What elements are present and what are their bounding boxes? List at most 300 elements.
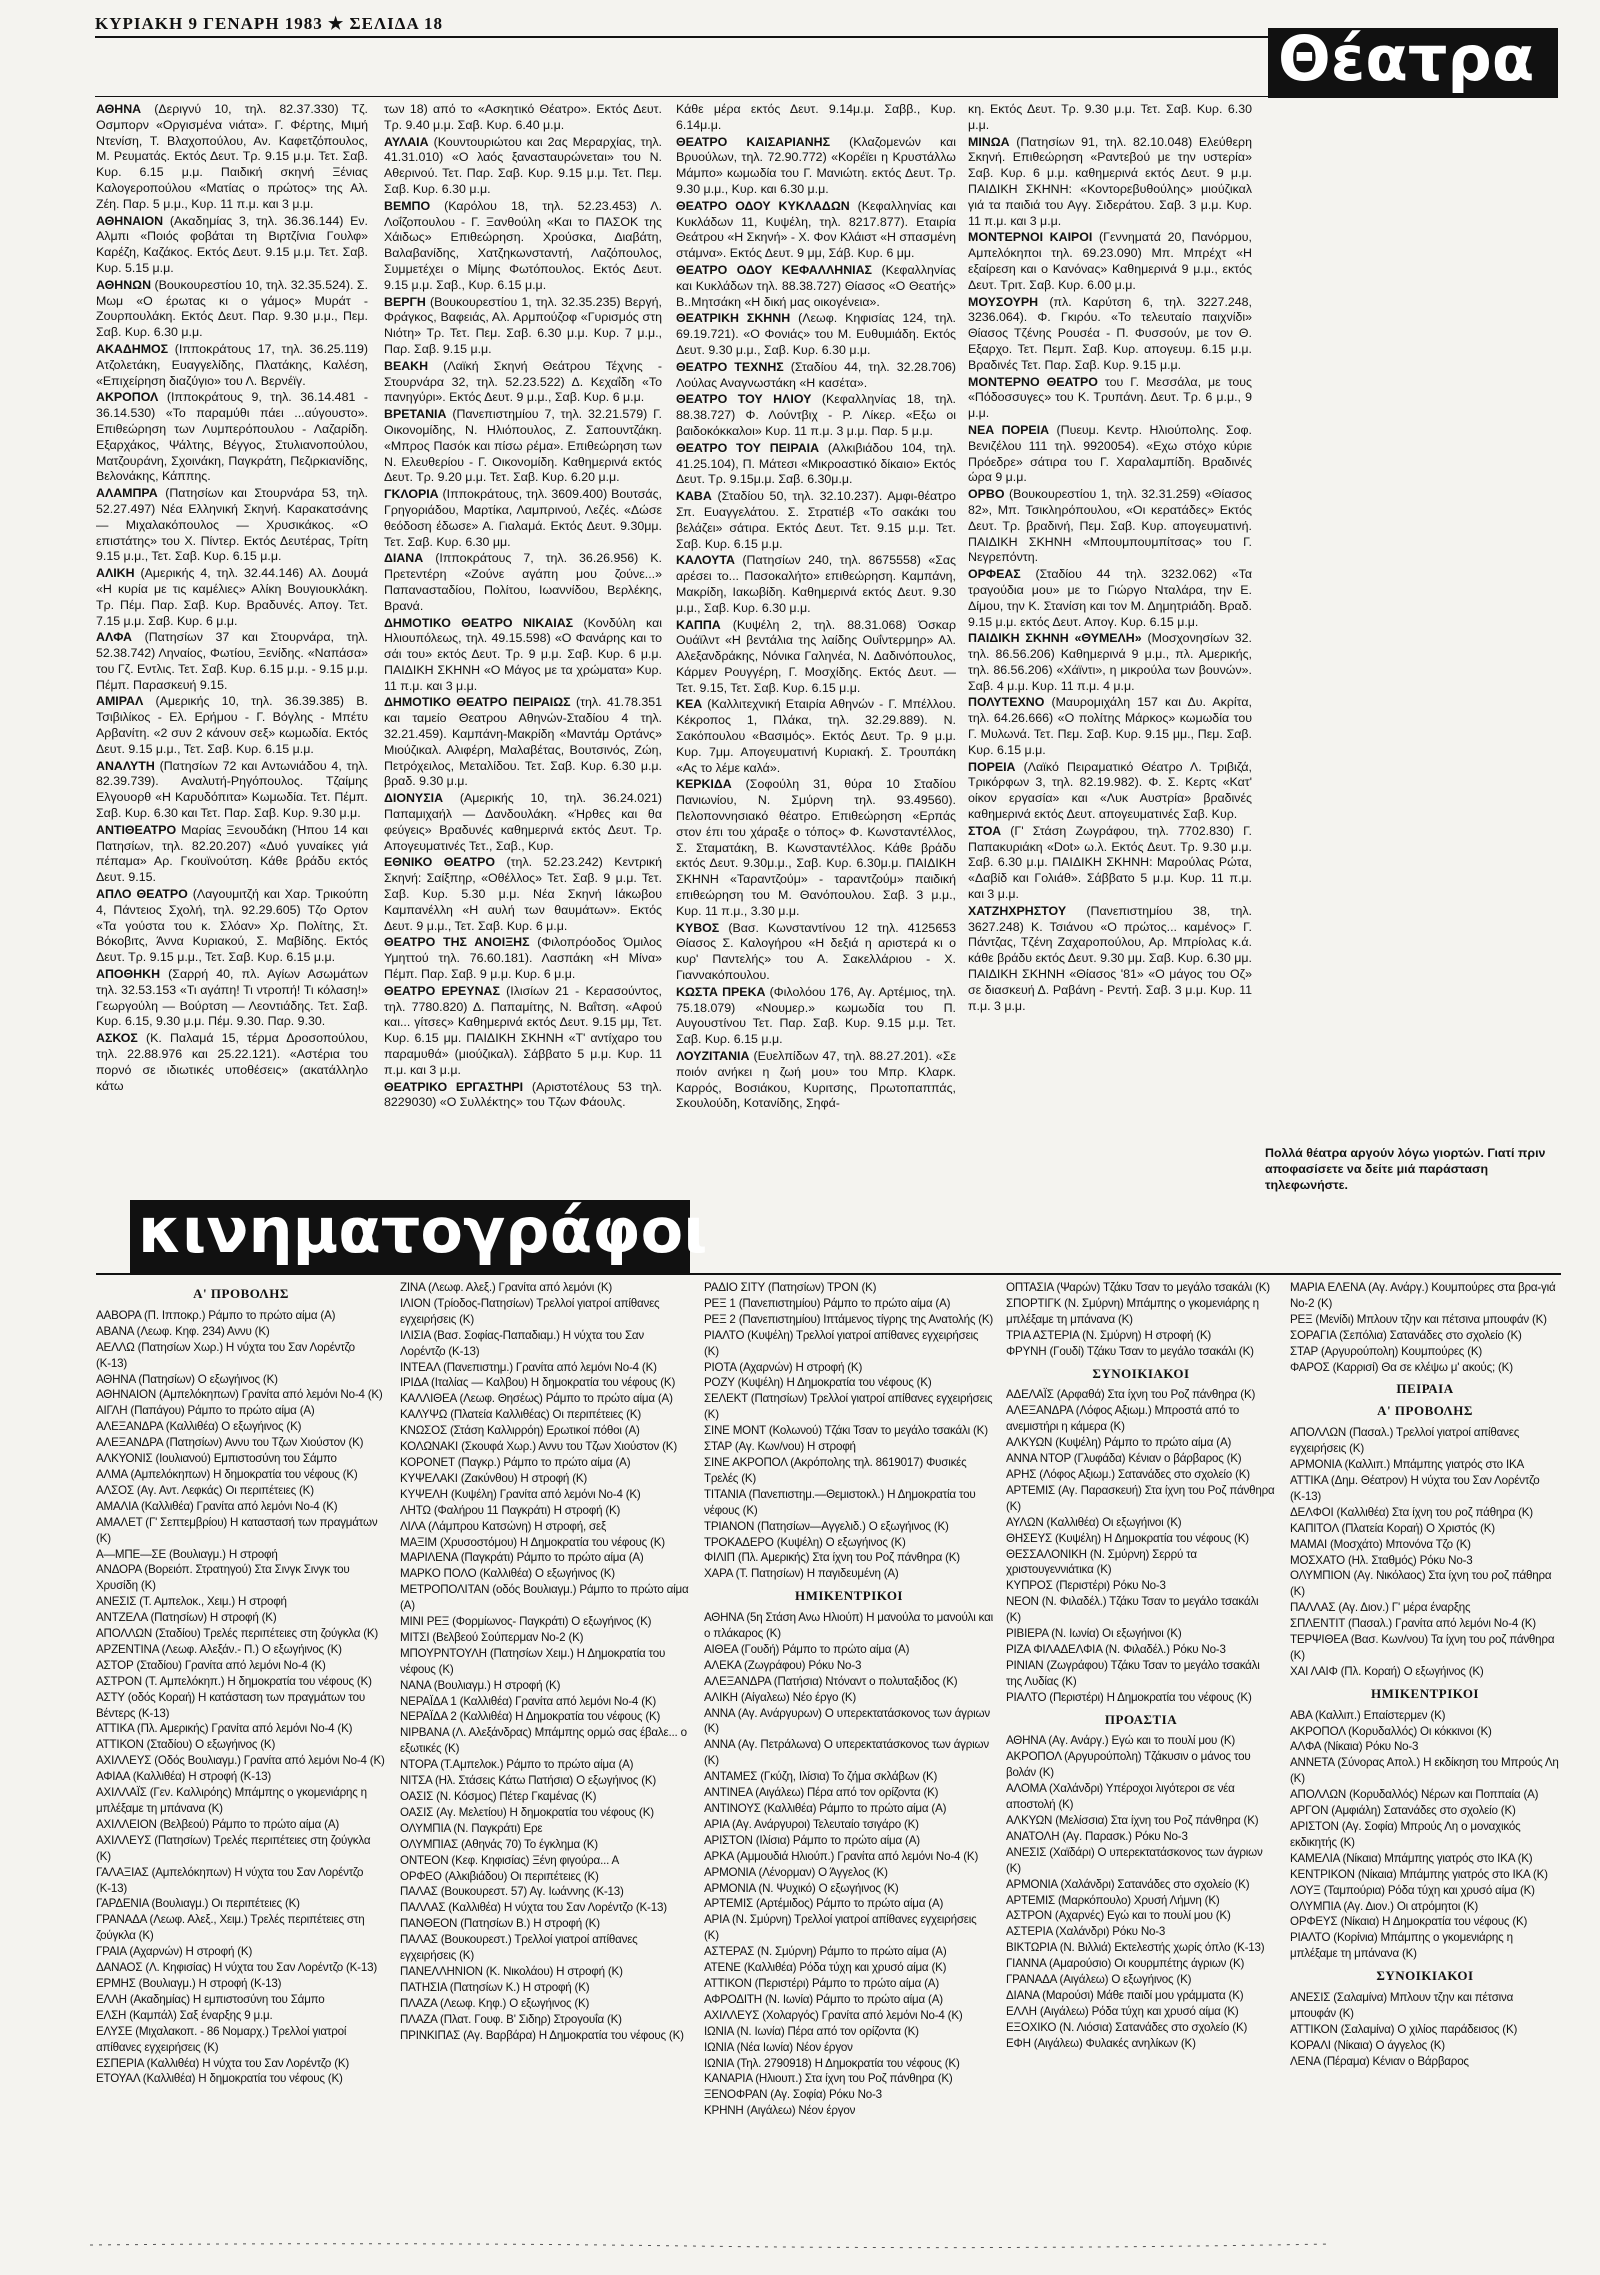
- theatre-listing: [384, 199, 662, 294]
- cinema-listing: ΑΤΤΙΚΟΝ (Σαλαμίνα) Ο χιλίος παράδεισος (Κ): [1290, 2022, 1518, 2036]
- theatre-name: ΘΕΑΤΡΟ ΟΔΟΥ ΚΕΦΑΛΛΗΝΙΑΣ: [676, 262, 872, 277]
- theatre-name: ΘΕΑΤΡΙΚΗ ΣΚΗΝΗ: [676, 311, 791, 326]
- cinema-listing: ΘΕΣΣΑΛΟΝΙΚΗ (Ν. Σμύρνη) Σερρύ τα χριστουγεννιάτικα (Κ): [1006, 1547, 1197, 1577]
- theatre-listing: [384, 616, 662, 695]
- theatre-name: ΑΜΙΡΑΛ: [96, 694, 144, 709]
- theatre-listing: [96, 823, 368, 886]
- cinema-listing: ΑΛΟΜΑ (Χαλάνδρι) Υπέροχοι λιγότεροι σε νέα αποστολή (Κ): [1006, 1782, 1235, 1812]
- cinema-listing: ΝΙΡΒΑΝΑ (Λ. Αλεξάνδρας) Μπάμπης ορμώ σας έβαλε... ο εξωτικές (Κ): [400, 1726, 687, 1756]
- theatre-name: ΚΕΡΚΙΔΑ: [676, 777, 732, 792]
- theatre-details: (Σταδίου 44 τηλ. 3232.062) «Τα τραγούδια μου» με το Γιώργο Νταλάρα, την Ε. Δίμου, την Κ. Στανίση και τον Μ. Δημητριάδη. Βραδ. 9.15 μ.μ. εκτός Δευτ. Απογ. Κυρ. 6.15 μ.μ.: [968, 567, 1252, 629]
- cinema-listing: ΑΝΝΕΤΑ (Σύνορας Απολ.) Η εκδίκηση του Μπρούς Λη (Κ): [1290, 1756, 1559, 1786]
- cinema-listing: ΟΡΦΕΥΣ (Νίκαια) Η Δημοκρατία του νέφους (Κ): [1290, 1915, 1528, 1929]
- cinema-listing: ΑΠΟΛΛΩΝ (Πασαλ.) Τρελλοί γιατροί απίθανες εγχειρήσεις (Κ): [1290, 1426, 1520, 1456]
- cinema-listing: ΟΠΤΑΣΙΑ (Ψαρών) Τζάκυ Τσαν το μεγάλο τσακάλι (Κ): [1006, 1281, 1270, 1294]
- theatre-details: (Βουκουρεστίου 1, τηλ. 32.31.259) «Θίασος 82», Μπ. Τσικληρόπουλου, «Οι κερατάδες» Εκτός Δευτ. Τρ. βραδινή, Πεμ. Σαβ. Κυρ. απογευματινή. ΠΑΙΔΙΚΗ ΣΚΗΝΗ «Μπουμπουμπίτσας» του Γ. Νεγρεπόντη.: [968, 487, 1252, 565]
- cinema-listing: ΑΡΚΑ (Αμμουδιά Ηλιούπ.) Γρανίτα από λεμόνι Νο-4 (Κ): [704, 1849, 979, 1863]
- cinema-listing: ΜΙΝΙ ΡΕΞ (Φορμίωνος- Παγκράτι) Ο εξωγήινος (Κ): [400, 1615, 652, 1629]
- theatre-listing: [96, 1031, 368, 1094]
- theatre-details: (Λαϊκή Σκηνή Θεάτρου Τέχνης - Στουρνάρα 32, τηλ. 52.23.522) Δ. Κεχαΐδη «Το πανηγύρι». Εκτός Δευτ. 9 μ.μ., Σαβ. Κυρ. 6 μ.μ.: [384, 358, 662, 405]
- cinema-listing: ΣΤΑΡ (Αγ. Κων/νου) Η στροφή: [704, 1440, 856, 1454]
- cinema-listing: ΠΡΙΝΚΙΠΑΣ (Αγ. Βαρβάρα) Η Δημοκρατία του νέφους (Κ): [400, 2028, 684, 2042]
- theatre-name: ΣΤΟΑ: [968, 823, 1002, 838]
- cinema-listing: ΚΟΡΟΝΕΤ (Παγκρ.) Ράμπο το πρώτο αίμα (Α): [400, 1455, 631, 1469]
- cinema-listing: ΤΡΙΑ ΑΣΤΕΡΙΑ (Ν. Σμύρνη) Η στροφή (Κ): [1006, 1328, 1212, 1342]
- theatre-listing: [676, 441, 956, 488]
- theatre-details: (Δεριγνύ 10, τηλ. 82.37.330) Τζ. Οσμπορν «Οργισμένα νιάτα». Γ. Φέρτης, Μιμή Ντενίση, Τ. Βλαχοπούλου, Αν. Καφετζόπουλος, Μ. Ρευματάς. Εκτός Δευτ. Τρ. 9.15 μ.μ. Τετ. Σαβ. Κυρ. 6.15 μ.μ. Παιδική σκηνή Ξένιας Καλογεροπούλου «Ματίας ο πρώτος» της Αλ. Ζέη. Παρ. 5 μ.μ., Κυρ. 11 π.μ. και 3 μ.μ.: [96, 102, 368, 211]
- theatre-details: (Βασ. Κωνσταντίνου 12 τηλ. 4125653 Θίασος Σ. Καλογήρου «Η δεξιά η αριστερά κι ο κυρ' Παντελής» του Α. Σακελλάριου - Χ. Γιαννακόπουλου.: [676, 920, 956, 983]
- cinema-listing: ΝΑΝΑ (Βουλιαγμ.) Η στροφή (Κ): [400, 1678, 561, 1692]
- cinema-listing: ΣΠΛΕΝΤΙΤ (Πασαλ.) Γρανίτα από λεμόνι Νο-4 (Κ): [1290, 1617, 1536, 1631]
- cinema-listing: ΑΣΤΕΡΑΣ (Ν. Σμύρνη) Ράμπο το πρώτο αίμα (Α): [704, 1945, 947, 1959]
- theatre-name: ΔΗΜΟΤΙΚΟ ΘΕΑΤΡΟ ΝΙΚΑΙΑΣ: [384, 615, 574, 630]
- cinema-listing: ΧΑΡΑ (Τ. Πατησίων) Η παγιδευμένη (Α): [704, 1567, 899, 1581]
- theatre-details: (πλ. Καρύτση 6, τηλ. 3227.248, 3236.064). Φ. Γκιρόυ. «Το τελευταίο παιχνίδι» Θίασος Τζένης Ρουσέα - Π. Φυσσούν, με τον Θ. Εξαρχο. Τετ. Πεμπ. Σαβ. Κυρ. απογευμ. 6.15 μ.μ. Βραδινές Τετ. Παρ. Σαβ. Κυρ. 9.15 μ.μ.: [968, 294, 1252, 372]
- theatre-name: ΕΘΝΙΚΟ ΘΕΑΤΡΟ: [384, 855, 496, 870]
- theatre-details: (Μοσχονησίων 32. τηλ. 86.56.206) Καθημερινά 9 μ.μ., πλ. Αμερικής, τηλ. 86.56.206) «Χάϊντι», η μικρούλα των βουνών». Σαβ. 4 μ.μ. Κυρ. 11 π.μ. 4 μ.μ.: [968, 631, 1252, 693]
- theatre-details: κη. Εκτός Δευτ. Τρ. 9.30 μ.μ. Τετ. Σαβ. Κυρ. 6.30 μ.μ.: [968, 102, 1252, 132]
- theatre-details: (Γ' Στάση Ζωγράφου, τηλ. 7702.830) Γ. Παπακυριάκη «Dot» ω.λ. Εκτός Δευτ. Τρ. 9.30 μ.μ. Σαβ. 6.30 μ.μ. ΠΑΙΔΙΚΗ ΣΚΗΝΗ: Μαρούλας Ρώτα, «Δαβίδ και Γολιάθ». Σάββατο 5 μ.μ. Κυρ. 11 π.μ. και 3 μ.μ.: [968, 823, 1252, 902]
- theatre-listing: [384, 359, 662, 406]
- cinema-subheading: ΣΥΝΟΙΚΙΑΚΟΙ: [1092, 1365, 1190, 1381]
- cinema-listing: ΑΛΕΚΑ (Ζωγράφου) Ρόκυ Νο-3: [704, 1658, 862, 1672]
- theatre-name: ΘΕΑΤΡΟ ΕΡΕΥΝΑΣ: [384, 983, 500, 998]
- cinema-listing: ΣΤΑΡ (Αργυρούπολη) Κουμπούρες (Κ): [1290, 1344, 1483, 1358]
- theatre-listing: [968, 904, 1252, 1015]
- theatre-column-3: [676, 102, 956, 1187]
- theatre-section-banner: Θέατρα: [1268, 28, 1558, 98]
- theatre-details: (Σταδίου 50, τηλ. 32.10.237). Αμφι-θέατρο Σπ. Ευαγγελάτου. Σ. Στρατιέβ «Το σακάκι του βελάζει» σάτιρα. Εκτός Δευτ. Τετ. 9.15 μ.μ. Τετ. Σαβ. Κυρ. 6.15 μ.μ.: [676, 489, 956, 551]
- theatre-name: ΑΣΚΟΣ: [96, 1031, 138, 1046]
- cinema-listing: ΑΛΣΟΣ (Αγ. Αντ. Λεφκάς) Οι περιπέτειες (Κ): [96, 1483, 314, 1497]
- cinema-listing: ΑΠΟΛΛΩΝ (Κορυδαλλός) Νέρων και Ποππαία (Α): [1290, 1788, 1539, 1802]
- theatre-details: (Σοφούλη 31, θύρα 10 Σταδίου Πανιωνίου, Ν. Σμύρνη τηλ. 93.49560). Πελοποννησιακό θέατρο. Επιθεώρηση «Ερπάς στον έπι του χάραξε ο τόπος» Φ. Κωνσταντέλλος, Σ. Σταματάκη, Β. Κωνσταντέλλος. Κάθε βράδυ εκτός Δευτ. 9.30μ.μ., Σαβ. Κυρ. 6.30μ.μ. ΠΑΙΔΙΚΗ ΣΚΗΝΗ «Ταραντζούμ» - ταραντζούμ» παιδική επιθεώρηση του Μ. Θανόπουλου. Σαβ. 3 μ.μ., Κυρ. 11 π.μ., 3.30 μ.μ.: [676, 777, 956, 918]
- theatre-name: ΑΠΟΘΗΚΗ: [96, 967, 161, 982]
- theatre-name: ΓΚΛΟΡΙΑ: [384, 487, 439, 502]
- theatre-details: (Κεφαλληνίας 18, τηλ. 88.38.727) Φ. Λούντβιχ - Ρ. Λίκερ. «Εξω οι βαιδοκόκκαλοι» Κυρ. 11 π.μ. 3 μ.μ. Παρ. 5 μ.μ.: [676, 392, 956, 438]
- cinema-listing: ΑΧΙΛΛΕΥΣ (Χολαργός) Γρανίτα από λεμόνι Νο-4 (Κ): [704, 2008, 963, 2022]
- cinema-listing: ΠΑΝΕΛΛΗΝΙΟΝ (Κ. Νικολάου) Η στροφή (Κ): [400, 1964, 623, 1978]
- theatre-name: ΑΚΡΟΠΟΛ: [96, 390, 159, 405]
- theatre-name: ΘΕΑΤΡΟ ΤΕΧΝΗΣ: [676, 359, 784, 374]
- theatre-name: ΑΛΙΚΗ: [96, 566, 135, 581]
- cinema-listing: ΑΡΙΣΤΟΝ (Αγ. Σοφία) Μπρούς Λη ο μοναχικός εκδικητής (Κ): [1290, 1820, 1521, 1849]
- cinema-listing: ΜΠΟΥΡΝΤΟΥΛΗ (Πατησίων Χειμ.) Η Δημοκρατία του νέφους (Κ): [400, 1646, 666, 1676]
- theatre-column-4: [968, 102, 1252, 1142]
- theatre-listing: [676, 697, 956, 776]
- theatre-name: ΟΡΦΕΑΣ: [968, 567, 1021, 582]
- cinema-listing: ΛΕΝΑ (Πέραμα) Κένιαν ο Βάρβαρος: [1290, 2054, 1469, 2068]
- divider: [95, 96, 1270, 97]
- theatre-details: (Πατησίων 240, τηλ. 8675558) «Σας αρέσει το... Πασοκαλήτο» επιθεώρηση. Καμπάνη, Μακρίδη, Ιακωβίδη. Καθημερινά εκτός Δευτ. 9.30 μ.μ., Σαβ. Κυρ. 6.30 μ.μ.: [676, 553, 956, 615]
- cinema-listing: ΑΧΙΛΛΕΥΣ (Πατησίων) Τρελές περιπέτειες στη ζούγκλα (Κ): [96, 1833, 371, 1863]
- theatre-details: (Πατησίων 91, τηλ. 82.10.048) Ελεύθερη Σκηνή. Επιθεώρηση «Ραντεβού με την υστερία» Σαβ. Κυρ. 6 μ.μ. καθημερινά εκτός Δευτ. 9 μ.μ. ΠΑΙΔΙΚΗ ΣΚΗΝΗ: «Κοντορεβυθούλης» μιούζικαλ γιά τα παιδιά του Αγγ. Σιδεράτου. Σαβ. 3 μ.μ. Κυρ. 11 π.μ. και 3 μ.μ.: [968, 134, 1252, 228]
- cinema-listing: ΓΡΑΙΑ (Αχαρνών) Η στροφή (Κ): [96, 1945, 253, 1959]
- cinema-listing: ΕΣΠΕΡΙΑ (Καλλιθέα) Η νύχτα του Σαν Λορέντζο (Κ): [96, 2056, 350, 2070]
- theatre-details: (Ιπποκράτους 17, τηλ. 36.25.119) Ατζολετάκη, Ευαγγελίδης, Πλατάκης, Καλέση, «Επιχείρηση διαζύγιο» του Λ. Βερνέϊγ.: [96, 341, 368, 388]
- cinema-listing: ΣΙΝΕ ΜΟΝΤ (Κολωνού) Τζάκι Τσαν το μεγάλο τσακάλι (Κ): [704, 1424, 988, 1438]
- cinema-listing: ΑΛΜΑ (Αμπελόκηπων) Η δημοκρατία του νέφους (Κ): [96, 1467, 358, 1481]
- cinema-listing: ΛΗΤΩ (Φαλήρου 11 Παγκράτι) Η στροφή (Κ): [400, 1503, 621, 1517]
- cinema-listing: ΙΛΙΣΙΑ (Βασ. Σοφίας-Παπαδιαμ.) Η νύχτα του Σαν Λορέντζο (Κ-13): [400, 1328, 645, 1358]
- cinema-listing: ΙΛΙΟΝ (Τρίοδος-Πατησίων) Τρελλοί γιατροί απίθανες εγχειρήσεις (Κ): [400, 1296, 660, 1326]
- cinema-listing: ΑΡΗΣ (Λόφος Αξιωμ.) Σατανάδες στο σχολείο (Κ): [1006, 1467, 1250, 1481]
- cinema-listing: ΑΠΟΛΛΩΝ (Σταδίου) Τρελές περιπέτειες στη ζούγκλα (Κ): [96, 1627, 379, 1641]
- theatre-details: (Πυευμ. Κεντρ. Ηλιούπολης. Σοφ. Βενιζέλου 111 τηλ. 9920054). «Εχω στόχο κύριε Πρόεδρε» σάτιρα του Γ. Χαραλαμπίδη. Βραδινές ώρα 9 μ.μ.: [968, 422, 1252, 485]
- cinema-listing: ΒΙΚΤΩΡΙΑ (Ν. Βιλλιά) Εκτελεστής χωρίς όπλο (Κ-13): [1006, 1941, 1265, 1955]
- cinema-listing: ΓΑΡΔΕΝΙΑ (Βουλιαγμ.) Οι περιπέτειες (Κ): [96, 1897, 300, 1911]
- theatre-name: ΠΟΛΥΤΕΧΝΟ: [968, 695, 1045, 710]
- cinema-listing: ΑΝΕΣΙΣ (Τ. Αμπελοκ., Χειμ.) Η στροφή: [96, 1595, 287, 1609]
- cinema-listing: ΤΕΡΨΙΘΕΑ (Βασ. Κων/νου) Τα ίχνη του ροζ πάνθηρα (Κ): [1290, 1633, 1555, 1662]
- cinema-listing: ΡΑΔΙΟ ΣΙΤΥ (Πατησίων) ΤΡΟΝ (Κ): [704, 1281, 877, 1294]
- cinema-listing: ΤΡΟΚΑΔΕΡΟ (Κυψέλη) Ο εξωγήινος (Κ): [704, 1535, 906, 1549]
- cinema-listing: ΑΤΕΝΕ (Καλλιθέα) Ρόδα τύχη και χρυσό αίμα (Κ): [704, 1961, 947, 1975]
- theatre-details: (Ευελπίδων 47, τηλ. 88.27.201). «Σε ποιόν ανήκει η ζωή μου» του Μπρ. Κλαρκ. Καρρός, Βοσιάκου, Κυριτσης, Πρωτοπαππάς, Σκουλούδη, Κοτανίδης, Σηφά-: [676, 1049, 956, 1111]
- cinema-listing: ΠΛΑΖΑ (Πλατ. Γουφ. Β' Σιδηρ) Στρογουΐα (Κ): [400, 2012, 622, 2026]
- cinema-listing: Α—ΜΠΕ—ΣΕ (Βουλιαγμ.) Η στροφή: [96, 1547, 278, 1561]
- theatre-details: (Γεννηματά 20, Πανόρμου, Αμπελόκηποι τηλ. 69.23.090) Μπ. Μπρέχτ «Η εξαίρεση και ο Κανόνας» Καθημερινά 9 μ.μ., εκτός Δευτ. Τριτ. Σαβ. Κυρ. 6.00 μ.μ.: [968, 230, 1252, 292]
- theatre-name: ΑΥΛΑΙΑ: [384, 134, 429, 149]
- theatre-name: ΘΕΑΤΡΟ ΟΔΟΥ ΚΥΚΛΑΔΩΝ: [676, 198, 850, 213]
- cinema-listing: ΑΡΜΟΝΙΑ (Ν. Ψυχικό) Ο εξωγήινος (Κ): [704, 1881, 899, 1895]
- cinema-listing: ΣΠΟΡΤΙΓΚ (Ν. Σμύρνη) Μπάμπης ο γκομενιάρης η μπλέξαμε τη μπάνανα (Κ): [1006, 1296, 1259, 1326]
- cinema-column-3: [704, 1280, 994, 2230]
- theatre-name: ΚΑΠΠΑ: [676, 617, 721, 632]
- cinema-listing: ΠΑΛΛΑΣ (Αγ. Διον.) Γ' μέρα έναρξης: [1290, 1601, 1471, 1615]
- theatre-name: ΠΑΙΔΙΚΗ ΣΚΗΝΗ «ΘΥΜΕΛΗ»: [968, 631, 1142, 646]
- theatre-details: (Φιλοπρόοδος Όμιλος Υμηττού τηλ. 76.60.181). Λασπάκη «Η Μίνα» Πέμπ. Παρ. Σαβ. 9 μ.μ. Κυρ. 6 μ.μ.: [384, 935, 662, 982]
- theatre-listing: [676, 392, 956, 439]
- cinema-listing: ΑΝΕΣΙΣ (Χαϊδάρι) Ο υπερεκτατάσκονος των άγριων (Κ): [1006, 1845, 1263, 1875]
- cinema-subheading: ΠΡΟΑΣΤΙΑ: [1104, 1711, 1178, 1727]
- cinema-listing: ΦΡΥΝΗ (Γουδί) Τζάκυ Τσαν το μεγάλο τσακάλι (Κ): [1006, 1344, 1254, 1358]
- theatre-listing: [96, 486, 368, 565]
- cinema-listing: ΝΕΡΑΪΔΑ 2 (Καλλιθέα) Η Δημοκρατία του νέφους (Κ): [400, 1710, 661, 1724]
- theatre-listing: [676, 360, 956, 392]
- cinema-listing: ΑΡΙΣΤΟΝ (Ιλίσια) Ράμπο το πρώτο αίμα (Α): [704, 1833, 920, 1847]
- cinema-listing: ΑΒΑ (Καλλιπ.) Επαίστερμεν (Κ): [1290, 1708, 1446, 1722]
- cinema-listing: ΟΛΥΜΠΙΑΣ (Αθηνάς 70) Το έγκλημα (Κ): [400, 1837, 598, 1851]
- cinema-listing: ΑΤΤΙΚΟΝ (Σταδίου) Ο εξωγήινος (Κ): [96, 1738, 276, 1752]
- theatre-details: (Κονδύλη και Ηλιουπόλεως, τηλ. 49.15.598) «Ο Φανάρης και το σάι του» εκτός Δευτ. Τρ. 9 μ.μ. Σαβ. Κυρ. 6 μ.μ. ΠΑΙΔΙΚΗ ΣΚΗΝΗ «Ο Μάγος με τα χρώματα» Κυρ. 11 π.μ. και 3 μ.μ.: [384, 615, 662, 693]
- theatre-listing: [384, 1080, 662, 1112]
- theatre-listing: [96, 278, 368, 341]
- theatre-name: ΚΩΣΤΑ ΠΡΕΚΑ: [676, 984, 766, 999]
- theatre-listing: [96, 630, 368, 693]
- cinema-section-banner: κινηματογράφοι: [130, 1200, 690, 1274]
- cinema-listing: ΙΩΝΙΑ (Νέα Ιωνία) Νέον έργον: [704, 2040, 853, 2054]
- cinema-listing: ΙΩΝΙΑ (Ν. Ιωνία) Πέρα από τον ορίζοντα (Κ): [704, 2024, 919, 2038]
- theatre-name: ΚΑΛΟΥΤΑ: [676, 553, 735, 568]
- theatre-name: ΜΟΝΤΕΡΝΟ ΘΕΑΤΡΟ: [968, 374, 1098, 389]
- theatre-details: (Κουντουριώτου και 2ας Μεραρχίας, τηλ. 41.31.010) «Ο λαός ξανασταυρώνεται» του Ν. Αθερινού. Τετ. Παρ. Σαβ. Κυρ. 9.15 μ.μ. Τετ. Πεμ. Σαβ. Κυρ. 6.30 μ.μ.: [384, 134, 662, 196]
- theatre-details: (Βουκουρεστίου 10, τηλ. 32.35.524). Σ. Μωμ «Ο έρωτας κι ο γάμος» Μυράτ - Ζουρπουλάκη. Εκτός Δευτ. Παρ. 9.30 μ.μ., Πεμ. Σαβ. Κυρ. 6.30 μ.μ.: [96, 277, 368, 340]
- theatre-name: ΟΡΒΟ: [968, 487, 1005, 502]
- cinema-listing: ΦΙΛΙΠ (Πλ. Αμερικής) Στα ίχνη του Ροζ πάνθηρα (Κ): [704, 1551, 960, 1565]
- theatre-name: ΑΠΛΟ ΘΕΑΤΡΟ: [96, 887, 188, 902]
- cinema-listing: ΡΙΑΛΤΟ (Περιστέρι) Η Δημοκρατία του νέφους (Κ): [1006, 1690, 1252, 1704]
- theatre-name: ΑΝΑΛΥΤΗ: [96, 758, 155, 773]
- theatre-listing: [384, 791, 662, 854]
- theatre-name: ΑΛΦΑ: [96, 630, 132, 645]
- cinema-listing: ΑΡΖΕΝΤΙΝΑ (Λεωφ. Αλεξάν.- Π.) Ο εξωγήινος (Κ): [96, 1642, 342, 1656]
- cinema-listing: ΟΡΦΕΟ (Αλκιβιάδου) Οι περιπέτειες (Κ): [400, 1869, 599, 1883]
- theatre-details: (Πατησίων και Στουρνάρα 53, τηλ. 52.27.497) Νέα Ελληνική Σκηνή. Καρακατσάνης — Μιχαλακόπουλος — Χρυσικάκος. «Ο επιστάτης» του Χ. Πίντερ. Εκτός Δευτέρας, Τρίτη 9.15 μ.μ., Τετ. Σαβ. Κυρ. 6.15 μ.μ.: [96, 486, 368, 564]
- theatre-details: (Βουκουρεστίου 1, τηλ. 32.35.235) Βεργή, Φράγκος, Βαφειάς, Αλ. Αρμπούζοφ «Γυρισμός στη Νιότη» Τρ. Τετ. Πεμ. Σαβ. 6.30 μ.μ. Κυρ. 7 μ.μ., Παρ. Σαβ. 9.15 μ.μ.: [384, 294, 662, 356]
- cinema-listing: ΠΑΛΑΣ (Βουκουρεστ. 57) Αγ. Ιωάννης (Κ-13): [400, 1885, 624, 1899]
- theatre-details: (Λεωφ. Κηφισίας 124, τηλ. 69.19.721). «Ο Φονιάς» του Μ. Ευθυμιάδη. Εκτός Δευτ. 9.30 μ.μ., Σαβ. Κυρ. 6.30 μ.μ.: [676, 311, 956, 357]
- cinema-listing: ΛΙΛΑ (Λάμπρου Κατσώνη) Η στροφή, σεξ: [400, 1519, 606, 1533]
- theatre-details: (Ιπποκράτους 9, τηλ. 36.14.481 - 36.14.530) «Το παραμύθι πάει ...αύγουστο». Επιθεώρηση των Λυμπερόπουλου - Λαζαρίδη. Εξαρχάκος, Ψάλτης, Βέγγος, Στυλιανοπούλου, Ματζουράνη, Σχοινάκη, Παγκράτη, Πεζιρκιανίδης, Βελονάκης, Κάππης.: [96, 390, 368, 484]
- theatre-details: (Αλκιβιάδου 104, τηλ. 41.25.104), Π. Μάτεσι «Μικροαστικό δίκαιο» Εκτός Δευτ. Τρ. 9.15μ.μ. Σαβ. 6.30μ.μ.: [676, 440, 956, 487]
- theatre-listing: [968, 695, 1252, 758]
- theatre-name: ΘΕΑΤΡΟ ΤΟΥ ΠΕΙΡΑΙΑ: [676, 440, 820, 455]
- cinema-listing: ΑΜΑΛΕΤ (Γ' Σεπτεμβρίου) Η καταστασή των πραγμάτων (Κ): [96, 1515, 378, 1545]
- cinema-listing: ΑΣΤΥ (οδός Κοραή) Η κατάσταση των πραγμάτων του Βέντερς (Κ-13): [96, 1690, 366, 1720]
- cinema-listing: ΑΒΑΝΑ (Λεωφ. Κηφ. 234) Αννυ (Κ): [96, 1324, 270, 1338]
- theatre-details: (Πανεπιστημίου 38, τηλ. 3627.248) Κ. Τσιάνου «Ο πρώτος... καμένος» Γ. Πάντζας, Τζένη Ζαχαροπούλου, Αρ. Μπρίολας κ.ά. κάθε βράδυ εκτός Δευτ. 9.30 μμ. Σαβ. Κυρ. 6.30 μμ. ΠΑΙΔΙΚΗ ΣΚΗΝΗ «Θίασος '81» «Ο μάγος του Οζ» σε διασκευή Δ. Ραβάνη - Ρεντή. Σαβ. 3 μ.μ. Κυρ. 11 π.μ. 3 μ.μ.: [968, 903, 1252, 1013]
- cinema-listing: ΦΑΡΟΣ (Καρρισί) Θα σε κλέψω μ' ακούς; (Κ): [1290, 1360, 1513, 1374]
- cinema-listing: ΕΛΛΗ (Ακαδημίας) Η εμπιστοσύνη του Σάμπο: [96, 1992, 325, 2006]
- cinema-listing: ΚΥΨΕΛΗ (Κυψέλη) Γρανίτα από λεμόνι Νο-4 (Κ): [400, 1487, 641, 1501]
- cinema-listing: ΑΘΗΝΑΙΟΝ (Αμπελόκηπων) Γρανίτα από λεμόνι Νο-4 (Κ): [96, 1388, 383, 1402]
- theatre-listing: [968, 295, 1252, 374]
- cinema-listing: ΤΡΙΑΝΟΝ (Πατησίων—Αγγελιδ.) Ο εξωγήινος (Κ): [704, 1519, 949, 1533]
- cinema-listing: ΔΙΑΝΑ (Μαρούσι) Μάθε παιδί μου γράμματα (Κ): [1006, 1988, 1244, 2002]
- cinema-subheading: Α' ΠΡΟΒΟΛΗΣ: [193, 1286, 289, 1301]
- theatre-listing: [968, 760, 1252, 823]
- cinema-listing: ΜΟΣΧΑΤΟ (Ηλ. Σταθμός) Ρόκυ Νο-3: [1290, 1553, 1473, 1567]
- print-smudge: [90, 2240, 1330, 2250]
- theatre-name: ΘΕΑΤΡΟ ΚΑΙΣΑΡΙΑΝΗΣ: [676, 134, 831, 149]
- cinema-listing: ΑΜΑΛΙΑ (Καλλιθέα) Γρανίτα από λεμόνι Νο-4 (Κ): [96, 1499, 338, 1513]
- cinema-listing: ΕΛΛΗ (Αιγάλεω) Ρόδα τύχη και χρυσό αίμα (Κ): [1006, 2004, 1239, 2018]
- theatre-listing: [96, 694, 368, 757]
- cinema-listing: ΚΥΠΡΟΣ (Περιστέρι) Ρόκυ Νο-3: [1006, 1579, 1166, 1593]
- cinema-listing: ΚΑΝΑΡΙΑ (Ηλιουπ.) Στα ίχνη του Ροζ πάνθηρα (Κ): [704, 2072, 953, 2086]
- theatre-details: (Καρόλου 18, τηλ. 52.23.453) Λ. Λοΐζοπουλου - Γ. Ξανθούλη «Και το ΠΑΣΟΚ της Χάιδως» Επιθεώρηση. Χρούσκα, Διαβάτη, Βαλαβανίδης, Χατζηκωνσταντή, Λαζόπουλος, Συμμετέχει ο Μίμης Φωτόπουλος. Εκτός Δευτ. 9.15 μ.μ. Σαβ., Κυρ. 6.15 μ.μ.: [384, 198, 662, 292]
- cinema-listing: ΚΑΛΥΨΩ (Πλατεία Καλλιθέας) Οι περιπέτειες (Κ): [400, 1408, 641, 1422]
- theatre-listing: [676, 263, 956, 310]
- theatre-listing: [676, 618, 956, 697]
- theatre-listing: [384, 135, 662, 198]
- cinema-listing: ΑΡΓΟΝ (Αμφιάλη) Σατανάδες στο σχολείο (Κ): [1290, 1804, 1516, 1818]
- theatre-name: ΝΕΑ ΠΟΡΕΙΑ: [968, 422, 1050, 437]
- theatre-listing: [968, 423, 1252, 486]
- cinema-listing: ΑΡΙΑ (Ν. Σμύρνη) Τρελλοί γιατροί απίθανες εγχειρήσεις (Κ): [704, 1913, 977, 1943]
- theatre-details: (Ιπποκράτους, τηλ. 3609.400) Βουτσάς, Γρηγοριάδου, Μαρτίκα, Λαμπρινού, Λεζές. «Δώσε θεόδοση έδωσε» Α. Γιαλαμά. Εκτός Δευτ. 9.30μμ. Τετ. Σαβ. Κυρ. 6.30 μμ.: [384, 487, 662, 549]
- theatre-listing: [968, 102, 1252, 134]
- cinema-listing: ΧΑΙ ΛΑΙΦ (Πλ. Κοραή) Ο εξωγήινος (Κ): [1290, 1664, 1484, 1678]
- cinema-listing: ΑΙΓΛΗ (Παπάγου) Ράμπο το πρώτο αίμα (Α): [96, 1404, 315, 1418]
- theatre-details: (Πανεπιστημίου 7, τηλ. 32.21.579) Γ. Οικονομίδης, Ν. Ηλιόπουλος, Ζ. Σαπουντζάκη. «Μπρος Πασόκ και πίσω ρέμα». Επιθεώρηση των Ν. Ελευθερίου - Γ. Οικονομίδη. Καθημερινά εκτός Δευτ. Τρ. 9.20 μ.μ. Τετ. Σαβ. Κυρ. 6.20 μ.μ.: [384, 407, 662, 485]
- theatre-name: ΒΡΕΤΑΝΙΑ: [384, 407, 447, 422]
- theatre-details: (Πατησίων 37 και Στουρνάρα, τηλ. 52.38.742) Ληναίος, Φωτίου, Ξενίδης. «Ναπάσα» του Γζ. Εντλις. Τετ. Σαβ. Κυρ. 6.15 μ.μ. - 9.15 μ.μ. Πέμπ. Παρασκευή 9.15.: [96, 630, 368, 692]
- theatre-details: (Ιπποκράτους 7, τηλ. 36.26.956) Κ. Πρετεντέρη «Ζούνε αγάπη μου ζούνε...» Παπανασταδίου, Πολίτου, Ιωαννίδου, Βερλέκης, Βρανά.: [384, 551, 662, 613]
- theatre-listing: [96, 102, 368, 213]
- cinema-listing: ΡΙΑΛΤΟ (Κυψέλη) Τρελλοί γιατροί απίθανες εγχειρήσεις (Κ): [704, 1328, 979, 1358]
- theatre-name: ΜΙΝΩΑ: [968, 134, 1010, 149]
- theatre-listing: [96, 887, 368, 966]
- cinema-listing: ΜΑΜΑΙ (Μοσχάτο) Μπονόνα Τζο (Κ): [1290, 1537, 1471, 1551]
- cinema-listing: ΜΕΤΡΟΠΟΛΙΤΑΝ (οδός Βουλιαγμ.) Ράμπο το πρώτο αίμα (Α): [400, 1583, 689, 1613]
- theatre-details: (τηλ. 52.23.242) Κεντρική Σκηνή: Σαίξπηρ, «Οθέλλος» Τετ. Σαβ. 9 μ.μ. Τετ. Σαβ. Κυρ. 5.30 μ.μ. Νέα Σκηνή Ιάκωβου Καμπανέλλη «Η αυλή των θαυμάτων». Εκτός Δευτ. 9 μ.μ., Τετ. Σαβ. Κυρ. 6 μ.μ.: [384, 855, 662, 933]
- theatre-listing: [96, 967, 368, 1030]
- cinema-listing: ΡΕΞ 1 (Πανεπιστημίου) Ράμπο το πρώτο αίμα (Α): [704, 1296, 951, 1310]
- theatre-name: ΜΟΥΣΟΥΡΗ: [968, 294, 1039, 309]
- cinema-listing: ΖΙΝΑ (Λεωφ. Αλεξ.) Γρανίτα από λεμόνι (Κ): [400, 1281, 613, 1294]
- cinema-listing: ΚΥΨΕΛΑΚΙ (Ζακύνθου) Η στροφή (Κ): [400, 1471, 588, 1485]
- theatre-column-1: [96, 102, 368, 1187]
- cinema-listing: ΑΛΕΞΑΝΔΡΑ (Καλλιθέα) Ο εξωγήινος (Κ): [96, 1420, 302, 1434]
- theatre-listing: [96, 214, 368, 277]
- cinema-listing: ΔΕΛΦΟΙ (Καλλιθέα) Στα ίχνη του ροζ πάθηρα (Κ): [1290, 1505, 1533, 1519]
- theatre-listing: [96, 342, 368, 389]
- cinema-listing: ΜΙΤΣΙ (Βελβεού Σούπερμαν Νο-2 (Κ): [400, 1630, 584, 1644]
- cinema-listing: ΓΡΑΝΑΔΑ (Αιγάλεω) Ο εξωγήινος (Κ): [1006, 1973, 1192, 1987]
- cinema-listing: ΑΦΙΑΑ (Καλλιθέα) Η στροφή (Κ-13): [96, 1770, 272, 1784]
- cinema-listing: ΟΝΤΕΟΝ (Κεφ. Κηφισίας) Ξένη φιγούρα... Α: [400, 1853, 620, 1867]
- cinema-listing: ΑΘΗΝΑ (Πατησίων) Ο εξωγήινος (Κ): [96, 1372, 278, 1386]
- cinema-listing: ΑΛΚΥΩΝ (Κυψέλη) Ράμπο το πρώτο αίμα (Α): [1006, 1436, 1232, 1450]
- cinema-listing: ΑΛΚΥΟΝΙΣ (Ιουλιανού) Εμπιστοσύνη του Σάμπο: [96, 1452, 337, 1466]
- theatre-details: Κάθε μέρα εκτός Δευτ. 9.14μ.μ. Σαββ., Κυρ. 6.14μ.μ.: [676, 102, 956, 132]
- theatre-name: ΒΕΡΓΗ: [384, 294, 426, 309]
- theatre-column-5: [1266, 102, 1558, 1142]
- theatre-listing: [96, 566, 368, 629]
- cinema-listing: ΚΑΜΕΛΙΑ (Νίκαια) Μπάμπης γιατρός στο ΙΚΑ (Κ): [1290, 1851, 1533, 1865]
- theatre-details: (Φιλολόου 176, Αγ. Αρτέμιος, τηλ. 75.18.079) «Νουμερ.» κωμωδία του Π. Αυγουστίνου Τετ. Παρ. Σαβ. Κυρ. 9.15 μ.μ. Τετ. Σαβ. Κυρ. 6.15 μ.μ.: [676, 984, 956, 1047]
- theatre-listing: [384, 487, 662, 550]
- cinema-column-2: [400, 1280, 690, 2230]
- cinema-listing: ΕΛΥΣΕ (Μιχαλακοπ. - 86 Νομαρχ.) Τρελλοί γιατροί απίθανες εγχειρήσεις (Κ): [96, 2024, 347, 2054]
- theatre-name: ΒΕΑΚΗ: [384, 358, 429, 373]
- cinema-listing: ΑΡΜΟΝΙΑ (Χαλάνδρι) Σατανάδες στο σχολείο (Κ): [1006, 1877, 1250, 1891]
- theatre-details: (Ιλισίων 21 - Κερασούντος, τηλ. 7780.820) Δ. Παπαμίτης, Ν. Βαΐτση. «Αφού και... γίτσες» Καθημερινά εκτός Δευτ. 9.15 μμ, Τετ. Κυρ. 6.15 μμ. ΠΑΙΔΙΚΗ ΣΚΗΝΗ «Τ' αντίχαρο του παραμυθά» (μιούζικαλ). Σάββατο 5 μ.μ. Κυρ. 11 π.μ. και 3 μ.μ.: [384, 983, 662, 1077]
- cinema-column-5: [1290, 1280, 1560, 2230]
- masthead-text: ΚΥΡΙΑΚΗ 9 ΓΕΝΑΡΗ 1983 ★ ΣΕΛΙΔΑ 18: [95, 14, 444, 33]
- theatre-name: ΑΛΑΜΠΡΑ: [96, 486, 158, 501]
- cinema-listing: ΡΕΞ 2 (Πανεπιστημίου) Ιπτάμενος τίγρης της Ανατολής (Κ): [704, 1312, 994, 1326]
- theatre-details: Μαρίας Ξενουδάκη (Ήπου 14 και Πατησίων, τηλ. 82.20.207) «Δυό γυναίκες γιά πέπαμα» Αρ. Γκουϊνούτση. Κάθε βράδυ εκτός Δευτ. 9.15.: [96, 822, 368, 885]
- cinema-listing: ΑΝΤΙΝΟΥΣ (Καλλιθέα) Ράμπο το πρώτο αίμα (Α): [704, 1802, 947, 1815]
- theatre-listing: [96, 390, 368, 485]
- cinema-listing: ΑΝΝΑ (Αγ. Πετράλωνα) Ο υπερεκτατάσκονος των άγριων (Κ): [704, 1738, 989, 1768]
- theatre-name: ΔΗΜΟΤΙΚΟ ΘΕΑΤΡΟ ΠΕΙΡΑΙΩΣ: [384, 695, 571, 710]
- cinema-listing: ΑΕΛΛΩ (Πατησίων Χωρ.) Η νύχτα του Σαν Λορέντζο (Κ-13): [96, 1340, 355, 1370]
- theatre-listing: [384, 407, 662, 486]
- cinema-listing: ΝΙΤΣΑ (Ηλ. Στάσεις Κάτω Πατήσια) Ο εξωγήινος (Κ): [400, 1774, 657, 1788]
- theatre-name: ΑΘΗΝΩΝ: [96, 277, 152, 292]
- cinema-listing: ΑΝΕΣΙΣ (Σαλαμίνα) Μπλουν τζην και πέτσινα μπουφάν (Κ): [1290, 1991, 1514, 2020]
- cinema-subheading: ΣΥΝΟΙΚΙΑΚΟΙ: [1376, 1968, 1474, 1984]
- cinema-listing: ΓΡΑΝΑΔΑ (Λεωφ. Αλεξ., Χειμ.) Τρελές περιπέτειες στη ζούγκλα (Κ): [96, 1913, 365, 1943]
- cinema-listing: ΕΡΜΗΣ (Βουλιαγμ.) Η στροφή (Κ-13): [96, 1976, 282, 1990]
- cinema-subheading: ΗΜΙΚΕΝΤΡΙΚΟΙ: [794, 1588, 903, 1604]
- theatre-listing: [676, 553, 956, 616]
- theatre-name: ΜΟΝΤΕΡΝΟΙ ΚΑΙΡΟΙ: [968, 230, 1093, 245]
- cinema-listing: ΓΙΑΝΝΑ (Αμαρούσιο) Οι κουρμπέτης άγριων (Κ): [1006, 1957, 1245, 1971]
- cinema-listing: ΑΡΤΕΜΙΣ (Αγ. Παρασκευή) Στα ίχνη του Ροζ πάνθηρα (Κ): [1006, 1483, 1275, 1513]
- theatre-listing: [384, 551, 662, 614]
- cinema-listing: ΚΟΡΑΛΙ (Νίκαια) Ο άγγελος (Κ): [1290, 2038, 1445, 2052]
- cinema-listing: ΑΘΗΝΑ (Αγ. Ανάργ.) Εγώ και το πουλί μου (Κ): [1006, 1734, 1236, 1748]
- cinema-listing: ΠΑΤΗΣΙΑ (Πατησίων Κ.) Η στροφή (Κ): [400, 1980, 590, 1994]
- cinema-listing: ΜΑΞΙΜ (Χρυσοστόμου) Η Δημοκρατία του νέφους (Κ): [400, 1535, 665, 1549]
- theatre-listing: [676, 199, 956, 262]
- theatre-listing: [384, 295, 662, 358]
- theatre-listing: [384, 855, 662, 934]
- cinema-listing: ΑΡΤΕΜΙΣ (Μαρκόπουλο) Χρυσή Λήμνη (Κ): [1006, 1893, 1220, 1907]
- cinema-subheading: ΠΕΙΡΑΙΑ: [1396, 1381, 1454, 1397]
- cinema-listing: ΣΟΡΑΓΙΑ (Σεπόλια) Σατανάδες στο σχολείο (Κ): [1290, 1328, 1522, 1342]
- cinema-listing: ΙΩΝΙΑ (Τηλ. 2790918) Η Δημοκρατία του νέφους (Κ): [704, 2056, 960, 2070]
- theatre-listing: [968, 487, 1252, 566]
- theatre-column-2: [384, 102, 662, 1187]
- theatre-details: (Αμερικής 10, τηλ. 36.24.021) Παπαμιχαήλ — Δανδουλάκη. «Ήρθες και θα φεύγεις» Βραδυνές καθημερινά εκτός Δευτ. Τρ. Απογευματινές Τετ., Σαβ., Κυρ.: [384, 791, 662, 853]
- cinema-listing: ΠΑΛΛΑΣ (Καλλιθέα) Η νύχτα του Σαν Λορέντζο (Κ-13): [400, 1901, 667, 1915]
- cinema-listing: ΟΛΥΜΠΙΑ (Αγ. Διον.) Οι ατρόμητοι (Κ): [1290, 1899, 1479, 1913]
- cinema-listing: ΑΣΤΡΟΝ (Αχαρνές) Εγώ και το πουλί μου (Κ): [1006, 1909, 1231, 1923]
- cinema-listing: ΟΛΥΜΠΙΑ (Ν. Παγκράτι) Ερε: [400, 1821, 543, 1835]
- cinema-listing: ΞΕΝΟΦΡΑΝ (Αγ. Σοφία) Ρόκυ Νο-3: [704, 2088, 882, 2102]
- theatre-listing: [676, 985, 956, 1048]
- cinema-listing: ΑΝΤΖΕΛΑ (Πατησίων) Η στροφή (Κ): [96, 1611, 277, 1625]
- theatre-listing: [676, 135, 956, 198]
- cinema-listing: ΣΕΛΕΚΤ (Πατησίων) Τρελλοί γιατροί απίθανες εγχειρήσεις (Κ): [704, 1392, 993, 1422]
- theatre-details: (Πατησίων 72 και Αντωνιάδου 4, τηλ. 82.39.739). Αναλυτή-Ρηγόπουλος. Τζαίμης Ελγουορθ «Η Καρυδόπιτα» Κωμωδία. Τετ. Πέμπ. Σαβ. Κυρ. 6.30 και Τετ. Παρ. Σαβ. Κυρ. 9.30 μ.μ.: [96, 758, 368, 821]
- theatre-details: (Κ. Παλαμά 15, τέρμα Δροσοπούλου, τηλ. 22.88.976 και 25.22.121). «Αστέρια του πορνό σε ιδιωτικές υποθέσεις» (ακατάλληλο κάτω: [96, 1031, 368, 1093]
- theatre-name: ΘΕΑΤΡΟ ΤΟΥ ΗΛΙΟΥ: [676, 392, 812, 407]
- theatre-listing: [384, 695, 662, 790]
- cinema-listing: ΚΝΩΣΟΣ (Στάση Καλλιρρόη) Ερωτικοί πόθοι (Α): [400, 1424, 640, 1438]
- cinema-listing: ΤΙΤΑΝΙΑ (Πανεπιστημ.—Θεμιστοκλ.) Η Δημοκρατία του νέφους (Κ): [704, 1487, 976, 1517]
- theatre-listing: [384, 102, 662, 134]
- theatre-name: ΔΙΑΝΑ: [384, 551, 424, 566]
- cinema-listing: ΑΛΚΥΩΝ (Μελίσσια) Στα ίχνη του Ροζ πάνθηρα (Κ): [1006, 1814, 1259, 1827]
- cinema-listing: ΑΝΔΟΡΑ (Βορειόπ. Στρατηγού) Στα Σινγκ Σινγκ του Χρυσίδη (Κ): [96, 1563, 350, 1593]
- theatre-name: ΘΕΑΤΡΙΚΟ ΕΡΓΑΣΤΗΡΙ: [384, 1079, 524, 1094]
- theatre-listing: [968, 375, 1252, 422]
- cinema-listing: ΑΝΑΤΟΛΗ (Αγ. Παρασκ.) Ρόκυ Νο-3: [1006, 1829, 1188, 1843]
- cinema-listing: ΜΑΡΙΑ ΕΛΕΝΑ (Αγ. Ανάργ.) Κουμπούρες στα βρα-γιά Νο-2 (Κ): [1290, 1281, 1556, 1310]
- theatre-details: (Κλαζομενών και Βρυούλων, τηλ. 72.90.772) «Κορέϊει η Κρυστάλλω Μάμπο» κωμωδία του Γ. Μανιώτη. εκτός Δευτ. Τρ. 9.30 μ.μ., Κυρ. και 6.30 μ.μ.: [676, 134, 956, 196]
- theatre-listing: [676, 489, 956, 552]
- cinema-column-4: [1006, 1280, 1276, 2230]
- theatre-note: Πολλά θέατρα αργούν λόγω γιορτών. Γιατί πριν αποφασίσετε να δείτε μιά παράσταση τηλεφωνήστε.: [1265, 1146, 1546, 1192]
- cinema-listing: ΡΙΟΤΑ (Αχαρνών) Η στροφή (Κ): [704, 1360, 863, 1374]
- cinema-listing: ΚΑΛΛΙΘΕΑ (Λεωφ. Θησέως) Ράμπο το πρώτο αίμα (Α): [400, 1392, 673, 1406]
- cinema-listing: ΑΤΤΙΚΟΝ (Περιστέρι) Ράμπο το πρώτο αίμα (Α): [704, 1976, 939, 1990]
- theatre-listing: [968, 824, 1252, 903]
- cinema-listing: ΑΦΡΟΔΙΤΗ (Ν. Ιωνία) Ράμπο το πρώτο αίμα (Α): [704, 1992, 943, 2006]
- cinema-listing: ΑΤΤΙΚΑ (Δημ. Θέατρον) Η νύχτα του Σαν Λορέντζο (Κ-13): [1290, 1473, 1540, 1503]
- theatre-details: (Λαγουμιτζή και Χαρ. Τρικούπη 4, Πάντειος Σχολή, τηλ. 92.29.605) Τζο Ορτον «Τα γούστα του κ. Σλόαν» Χρ. Πολίτης, Στ. Βόκοβιτς, Άννα Κυριακού, Σ. Μαβίδης. Εκτός Δευτ. Τρ. 9.15 μ.μ., Τετ. Σαβ. Κυρ. 6.15 μ.μ.: [96, 887, 368, 965]
- theatre-listing: [968, 631, 1252, 694]
- theatre-listing: [676, 1049, 956, 1112]
- cinema-listing: ΕΞΟΧΙΚΟ (Ν. Λιόσια) Σατανάδες στο σχολείο (Κ): [1006, 2020, 1248, 2034]
- theatre-name: ΧΑΤΖΗΧΡΗΣΤΟΥ: [968, 903, 1067, 918]
- divider: [96, 1273, 1561, 1275]
- cinema-listing: ΑΝΤΙΝΕΑ (Αιγάλεω) Πέρα από τον ορίζοντα (Κ): [704, 1786, 939, 1800]
- theatre-details: (Λαϊκό Πειραματικό Θέατρο Λ. Τριβιζά, Τρικόρφων 3, τηλ. 82.19.982). Φ. Σ. Κερτς «Κατ' οίκον εργασία» και «Λυκ Αυστρία» βραδινές καθημερινά εκτός Δευτ. απογευματινές Σαβ. Κυρ.: [968, 759, 1252, 822]
- theatre-details: (Αμερικής 4, τηλ. 32.44.146) Αλ. Δουμά «Η κυρία με τις καμέλιες» Αλίκη Βουγιουκλάκη. Τρ. Πέμ. Παρ. Σαβ. Κυρ. Βραδυνές. Απογ. Τετ. 7.15 μ.μ. Σαβ. Κυρ. 6 μ.μ.: [96, 566, 368, 628]
- cinema-listing: ΑΔΕΛΑΪΣ (Αρφαθά) Στα ίχνη του Ροζ πάνθηρα (Κ): [1006, 1388, 1256, 1402]
- cinema-listing: ΑΛΦΑ (Νίκαια) Ρόκυ Νο-3: [1290, 1740, 1419, 1754]
- theatre-details: (Αριστοτέλους 53 τηλ. 8229030) «Ο Συλλέκτης» του Τζων Φάουλς.: [384, 1079, 662, 1110]
- theatre-name: ΚΕΑ: [676, 697, 703, 712]
